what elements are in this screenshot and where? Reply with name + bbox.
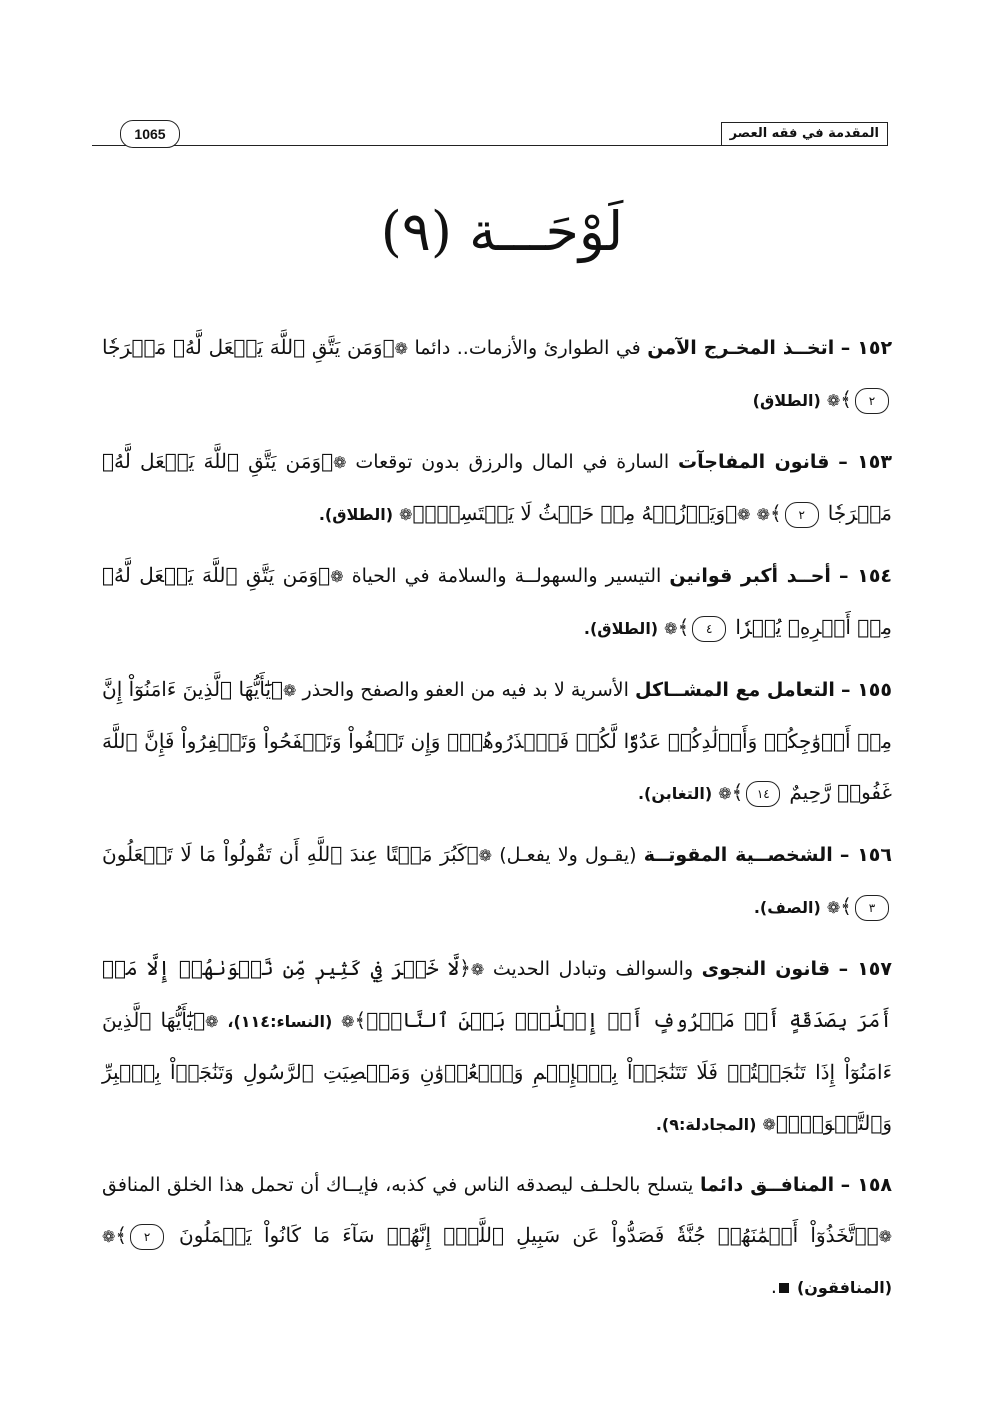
quran-verse: وَمَن يَتَّقِ ٱللَّهَ يَجۡعَل لَّهُۥ مَخۡرَجٗا [102, 335, 383, 359]
entry-item [102, 550, 892, 654]
ayah-number-marker: ٢ [785, 502, 819, 528]
end-mark-icon [779, 1283, 789, 1293]
ornament-icon: ❁ [718, 784, 732, 803]
ornament-icon: ❁ [283, 681, 297, 700]
ayah-number-marker: ٤ [692, 616, 726, 642]
ornament-icon: ❁ [102, 1227, 116, 1246]
ornament-icon: ❁ [394, 339, 409, 358]
page-title: لَوْحَـــة (٩) [380, 200, 624, 263]
entry-lead: قانون النجوى [701, 958, 831, 980]
entry-text: الأسرية لا بد فيه من العفو والصفح والحذر [302, 679, 629, 701]
quran-verse: وَمَن يَتَّقِ ٱللَّهَ يَجۡعَل لَّهُۥ مِنۡ أَمۡرِهِۦ يُسۡرٗا [102, 563, 892, 639]
quran-bracket-open: ﴿ [271, 677, 284, 701]
ayah-number-marker: ١٤ [746, 781, 780, 807]
quran-bracket-close: ﴾ [731, 780, 744, 804]
surah-reference: (الطلاق) [752, 391, 821, 410]
quran-verse: وَمَن يَتَّقِ ٱللَّهَ يَجۡعَل لَّهُۥ مَخۡرَجٗا [102, 449, 892, 525]
quran-verse: ٱتَّخَذُوٓاْ أَيۡمَٰنَهُمۡ جُنَّةٗ فَصَدُّواْ عَن سَبِيلِ ٱللَّهِۚ إِنَّهُمۡ سَآءَ مَا كَانُواْ يَعۡمَلُونَ [179, 1223, 867, 1247]
surah-reference: (المجادلة:٩). [655, 1115, 757, 1134]
ornament-icon: ❁ [399, 505, 413, 524]
ayah-number-marker: ٢ [855, 388, 889, 414]
entry-item: ١٥٨ – المنافــق دائما يتسلح بالحلـف ليصدقه الناس في كذبه، فإيــاك أن تحمل هذا الخلق المنافق ❁﴿ٱتَّخَذُوٓاْ أَيۡمَٰنَهُمۡ جُنَّةٗ فَصَدُّواْ عَن سَبِيلِ ٱللَّهِۚ إِنَّهُمۡ سَآءَ مَا كَانُواْ يَعۡمَلُونَ ٢﴾❁ (المنافقون) . [102, 1174, 893, 1298]
quran-bracket-close: ﴾ [354, 1008, 367, 1032]
entry-item [102, 436, 892, 540]
entry-number: ١٥٧ – [838, 958, 892, 980]
surah-reference: (الطلاق). [583, 619, 659, 638]
ayah-number-marker: ٣ [855, 895, 889, 921]
quran-bracket-close: ﴾ [412, 501, 425, 525]
ornament-icon: ❁ [470, 960, 485, 979]
entry-number: ١٥٦ – [839, 844, 892, 866]
entry-lead: الشخصــية المقوتــة [643, 844, 833, 866]
entry-number: ١٥٣ – [838, 451, 892, 473]
entry-item [102, 664, 892, 819]
quran-bracket-open: ﴿ [193, 1008, 206, 1032]
ornament-icon: ❁ [330, 567, 344, 586]
entry-item [102, 829, 892, 933]
surah-reference: (المنافقون) [796, 1278, 892, 1297]
entry-text: والسوالف وتبادل الحديث [492, 958, 694, 980]
quran-bracket-open: ﴿ [321, 449, 334, 473]
quran-verse: يَٰٓأَيُّهَا ٱلَّذِينَ ءَامَنُوٓاْ إِنَّ مِنۡ أَزۡوَٰجِكُمۡ وَأَوۡلَٰدِكُمۡ عَدُوّٗا لَّكُمۡ فَٱحۡذَرُوهُمۡۚ وَإِن تَعۡفُواْ وَتَصۡفَحُواْ وَتَغۡفِرُواْ فَإِنَّ ٱللَّهَ غَفُورٞ رَّحِيمٌ [102, 677, 892, 804]
quran-bracket-close: ﴾ [775, 1111, 788, 1135]
entry-item [102, 943, 892, 1150]
quran-bracket-close: ﴾ [115, 1223, 128, 1247]
ornament-icon: ❁ [826, 391, 841, 410]
surah-reference: (الصف). [753, 898, 821, 917]
quran-bracket-open: ﴿ [459, 956, 471, 980]
entry-number: ١٥٥ – [841, 679, 892, 701]
entry-lead: اتخــذ المخـرج الآمن [647, 337, 835, 359]
surah-reference: (النساء:١١٤)، [227, 1012, 333, 1031]
entry-number: ١٥٤ – [839, 565, 893, 587]
ornament-icon: ❁ [826, 898, 841, 917]
ornament-icon: ❁ [333, 453, 347, 472]
ornament-icon: ❁ [756, 505, 771, 524]
entry-lead: أحــد أكبر قوانين [669, 565, 831, 587]
page-number: 1065 [120, 120, 180, 148]
quran-bracket-open: ﴿ [466, 842, 479, 866]
entry-text: في الطوارئ والأزمات.. دائما [414, 337, 641, 359]
entry-number: ١٥٨ – [840, 1174, 893, 1196]
ornament-icon: ❁ [664, 619, 678, 638]
surah-reference: (الطلاق). [318, 505, 394, 524]
entry-item [102, 322, 892, 426]
entry-text: السارة في المال والرزق بدون توقعات [355, 451, 670, 473]
page-header [92, 118, 888, 152]
quran-bracket-open: ﴿ [725, 501, 738, 525]
entries-list [102, 322, 892, 1323]
surah-reference: (التغابن). [637, 784, 713, 803]
quran-bracket-open: ﴿ [318, 563, 331, 587]
entry-text: التيسير والسهولــة والسلامة في الحياة [351, 565, 662, 587]
quran-bracket-close: ﴾ [840, 894, 852, 918]
quran-bracket-open: ﴿ [866, 1223, 879, 1247]
quran-verse: كَبُرَ مَقۡتًا عِندَ ٱللَّهِ أَن تَقُولُواْ مَا لَا تَفۡعَلُونَ [102, 842, 467, 866]
entry-number: ١٥٢ – [840, 337, 893, 359]
ornament-icon: ❁ [762, 1115, 776, 1134]
entry-lead: التعامل مع المشــاكل [634, 679, 835, 701]
ornament-icon: ❁ [205, 1012, 219, 1031]
quran-verse: لَّا خَيۡرَ فِي كَثِيرٖ مِّن نَّجۡوَىٰهُمۡ إِلَّا مَنۡ أَمَرَ بِصَدَقَةٍ أَوۡ مَعۡرُوفٍ أَوۡ إِصۡلَٰحِۭ بَيۡنَ ٱلنَّاسِۚ [102, 956, 892, 1032]
entry-lead: المنافــق دائما [699, 1174, 835, 1196]
entry-text: يتسلح بالحلـف ليصدقه الناس في كذبه، فإيــاك أن تحمل هذا الخلق المنافق [102, 1174, 694, 1196]
quran-bracket-close: ﴾ [840, 387, 852, 411]
ornament-icon: ❁ [737, 505, 751, 524]
ayah-number-marker: ٢ [130, 1224, 164, 1250]
entry-text: (يقـول ولا يفعـل) [499, 844, 637, 866]
book-title: المقدمة في فقه العصر [721, 122, 888, 146]
quran-bracket-close: ﴾ [770, 501, 782, 525]
quran-bracket-open: ﴿ [382, 335, 395, 359]
ornament-icon: ❁ [341, 1012, 355, 1031]
entry-lead: قانون المفاجآت [678, 451, 830, 473]
quran-verse: وَيَرۡزُقۡهُ مِنۡ حَيۡثُ لَا يَحۡتَسِبُۚ [424, 501, 726, 525]
ornament-icon: ❁ [878, 1227, 892, 1246]
ornament-icon: ❁ [478, 846, 493, 865]
quran-bracket-close: ﴾ [677, 615, 690, 639]
quran-verse: يَٰٓأَيُّهَا ٱلَّذِينَ ءَامَنُوٓاْ إِذَا تَنَٰجَيۡتُمۡ فَلَا تَتَنَٰجَوۡاْ بِٱلۡإِثۡمِ وَٱلۡعُدۡوَٰنِ وَمَعۡصِيَتِ ٱلرَّسُولِ وَتَنَٰجَوۡاْ بِٱلۡبِرِّ وَٱلتَّقۡوَىٰۖ [102, 1008, 892, 1135]
